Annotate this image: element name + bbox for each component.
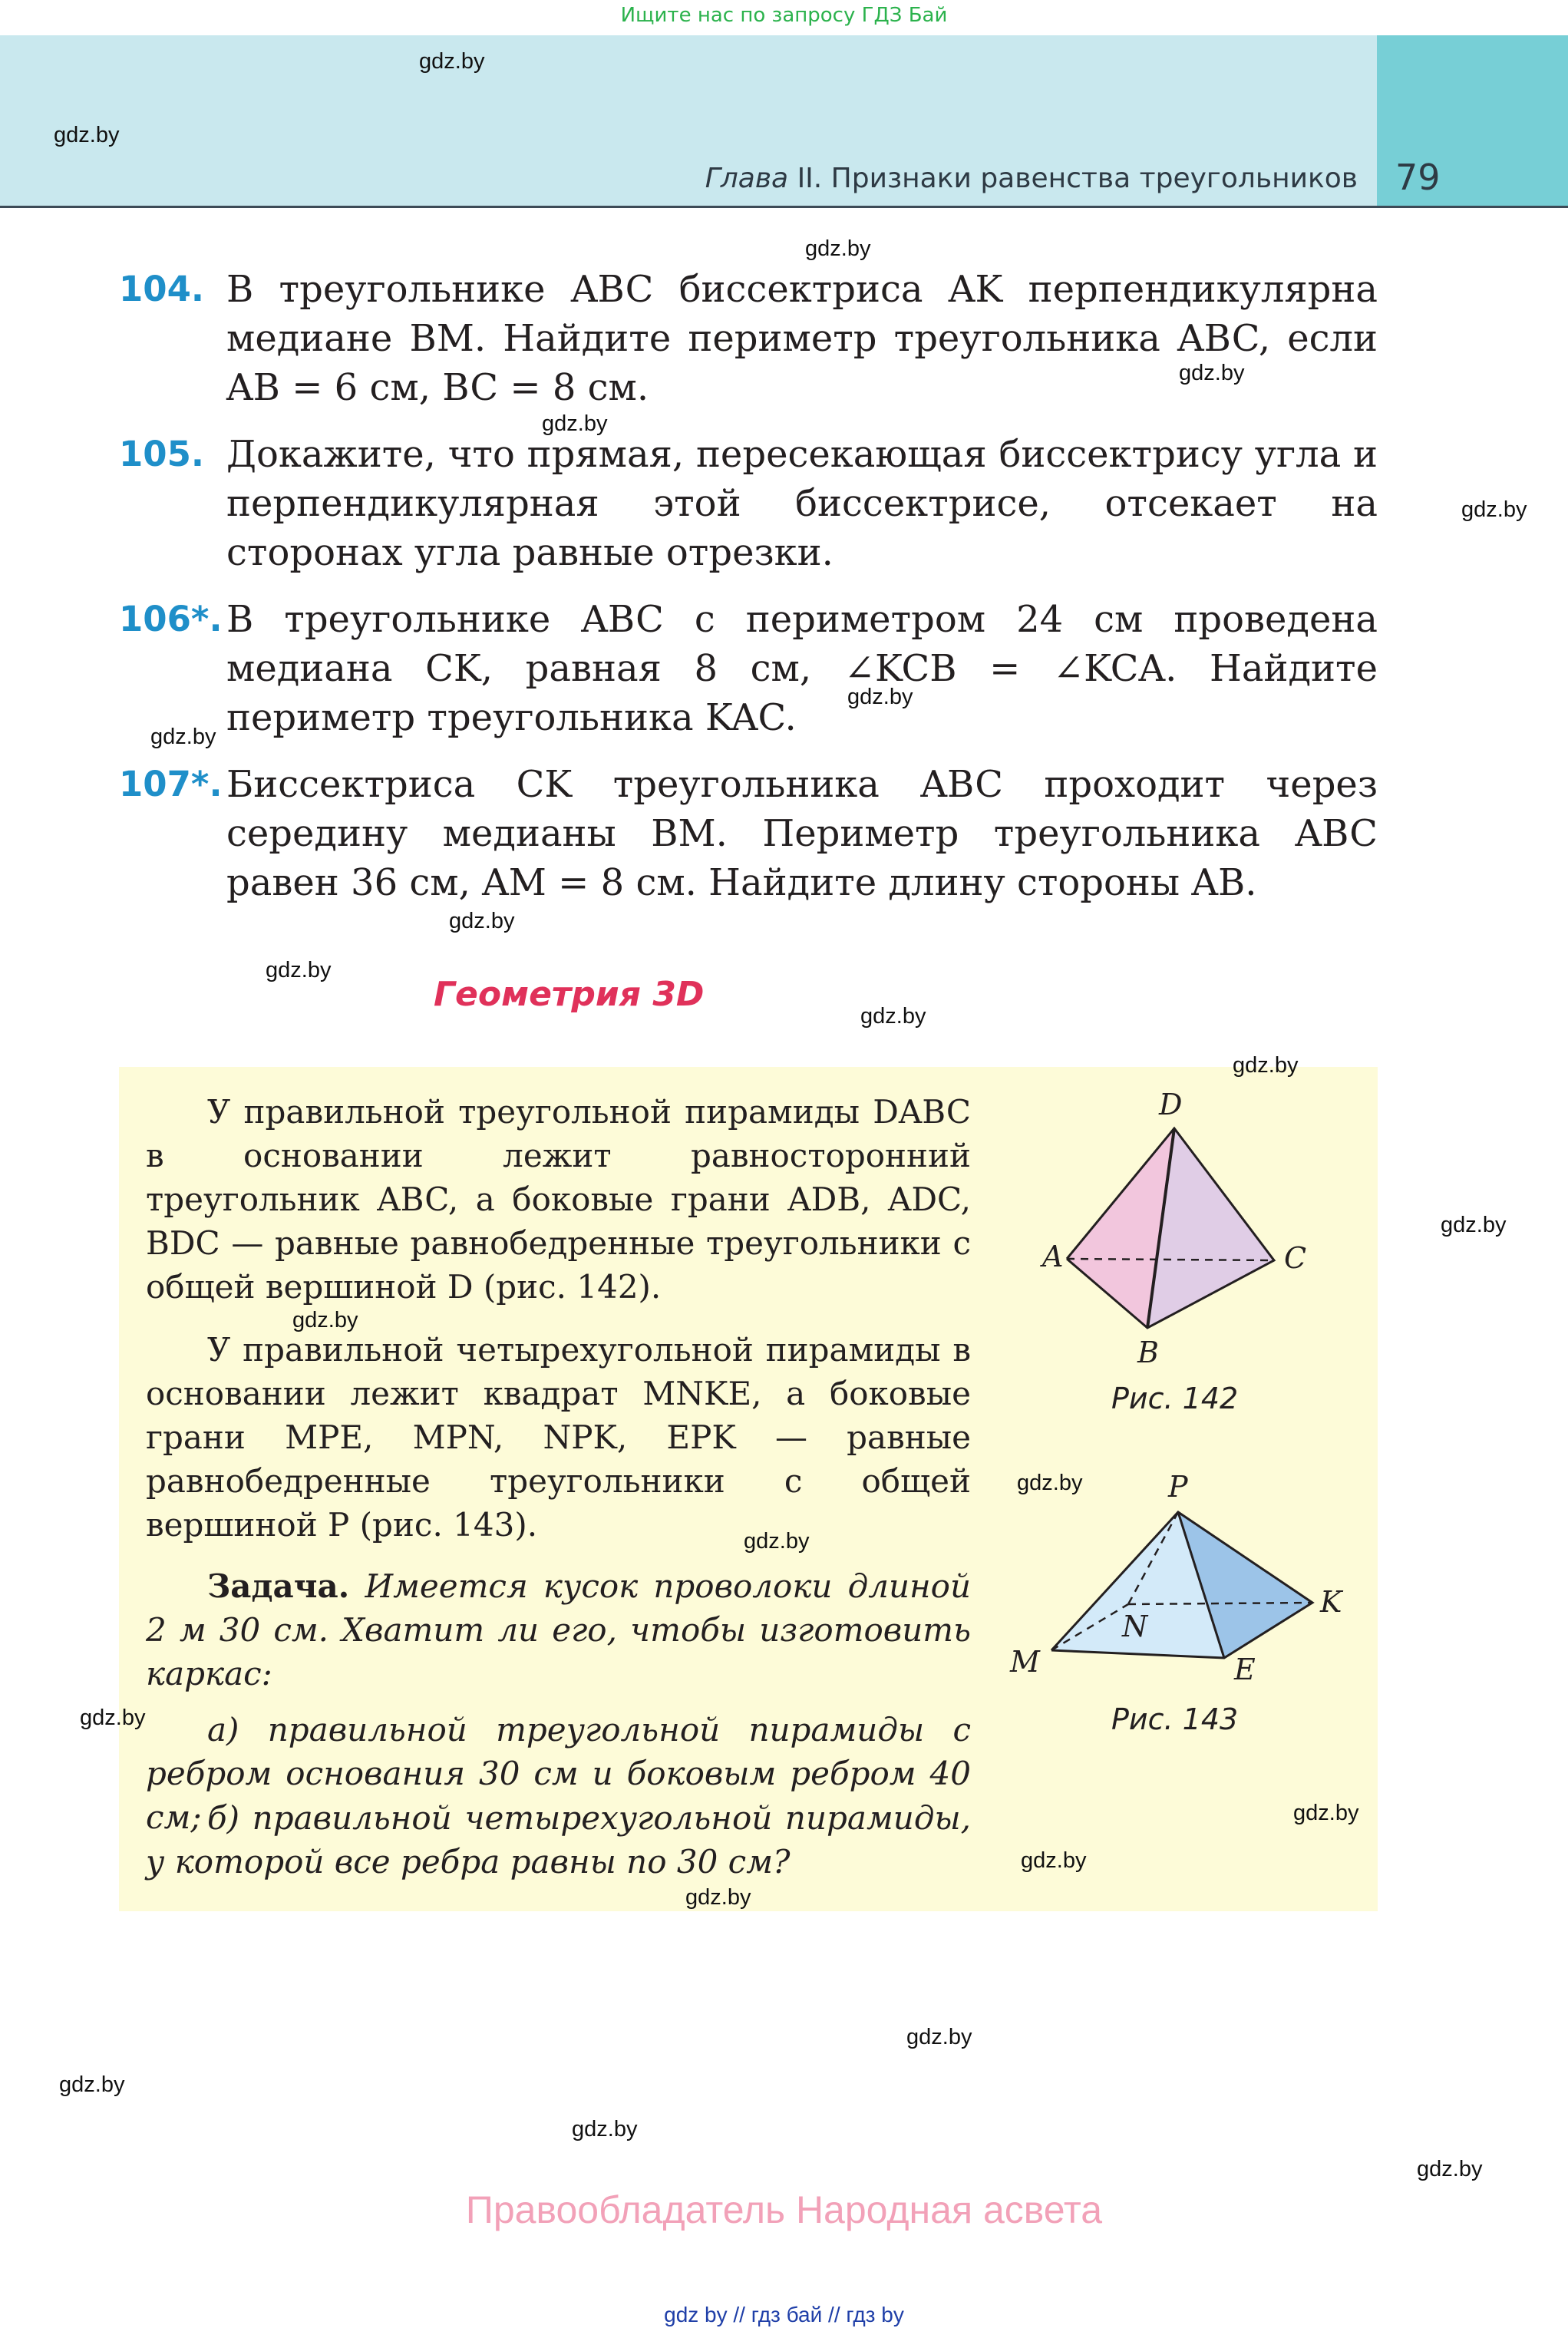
watermark: gdz.by	[150, 725, 216, 749]
watermark: gdz.by	[1233, 1053, 1299, 1078]
caption-143: Рис. 143	[1111, 1702, 1239, 1736]
problem-text: Биссектриса CK треугольника ABC проходит через середину медианы BM. Периметр треугольника ABC равен 36 см, AM = 8 см. Найдите длину стороны AB.	[226, 763, 1378, 904]
box-paragraph-1: У правильной треугольной пирамиды DABC в основании лежит равносторонний треугольник ABC, а боковые грани ADB, ADC, BDC — равные равнобедренные треугольники с общей вершиной D (рис. 142).	[146, 1093, 971, 1306]
label-e: E	[1234, 1653, 1256, 1686]
watermark: gdz.by	[572, 2117, 638, 2142]
watermark: gdz.by	[685, 1885, 751, 1910]
watermark: gdz.by	[542, 411, 608, 436]
watermark: gdz.by	[847, 685, 913, 709]
box-paragraph-2: У правильной четырехугольной пирамиды в основании лежит квадрат MNKE, а боковые грани MPE, MPN, NPK, EPK — равные равнобедренные треугольники с общей вершиной P (рис. 143).	[146, 1331, 971, 1544]
caption-142: Рис. 142	[1111, 1382, 1239, 1415]
problem-106	[119, 595, 1378, 742]
problem-number: 105.	[119, 434, 205, 474]
watermark: gdz.by	[805, 236, 871, 261]
watermark: gdz.by	[744, 1529, 810, 1554]
watermark: gdz.by	[80, 1706, 146, 1730]
problem-104	[119, 265, 1378, 412]
watermark: gdz.by	[860, 1004, 926, 1029]
header-divider	[0, 206, 1568, 208]
watermark: gdz.by	[266, 958, 332, 982]
task-b-text: б) правильной четырехугольной пирамиды, у которой все ребра равны по 30 см?	[146, 1799, 971, 1881]
label-b: B	[1137, 1336, 1159, 1369]
problem-number: 107*.	[119, 764, 223, 804]
top-note: Ищите нас по запросу ГДЗ Бай	[620, 4, 948, 27]
watermark: gdz.by	[1021, 1848, 1087, 1873]
chapter-title	[705, 163, 1358, 194]
page-number: 79	[1395, 157, 1441, 198]
watermark: gdz.by	[59, 2072, 125, 2097]
watermark: gdz.by	[54, 123, 120, 147]
task-label: Задача.	[207, 1567, 350, 1605]
label-m: M	[1010, 1645, 1040, 1679]
problem-number: 104.	[119, 269, 205, 309]
watermark: gdz.by	[419, 49, 485, 74]
problem-text: Докажите, что прямая, пересекающая биссектрису угла и перпендикулярная этой биссектрисе, отсекает на сторонах угла равные отрезки.	[226, 433, 1378, 574]
section-title: Геометрия 3D	[434, 975, 705, 1014]
watermark: gdz.by	[1179, 361, 1245, 385]
footer-links[interactable]: gdz by // гдз бай // гдз by	[664, 2303, 904, 2326]
task-a-text: а) правильной треугольной пирамиды с ребром основания 30 см и боковым ребром 40 см;	[146, 1711, 971, 1836]
chapter-prefix: Глава	[705, 163, 789, 194]
watermark: gdz.by	[1017, 1471, 1083, 1495]
label-k: K	[1320, 1585, 1342, 1619]
watermark: gdz.by	[292, 1308, 358, 1332]
task-text: Имеется кусок проволоки длиной 2 м 30 см. Хватит ли его, чтобы изготовить каркас:	[146, 1567, 971, 1692]
watermark: gdz.by	[906, 2025, 972, 2049]
box-task-b	[146, 1796, 971, 1884]
figure-142	[1021, 1075, 1366, 1382]
problem-text: В треугольнике ABC биссектриса AK перпендикулярна медиане BM. Найдите периметр треугольника ABC, если AB = 6 см, BC = 8 см.	[226, 268, 1378, 409]
problem-text: В треугольнике ABC с периметром 24 см проведена медиана CK, равная 8 см, ∠KCB = ∠KCA. Найдите периметр треугольника KAC.	[226, 598, 1378, 739]
problem-107	[119, 760, 1378, 907]
watermark: gdz.by	[1293, 1801, 1359, 1825]
watermark: gdz.by	[1461, 497, 1527, 522]
box-task	[146, 1564, 971, 1696]
problem-number: 106*.	[119, 599, 223, 639]
label-p: P	[1168, 1470, 1188, 1504]
copyright-owner: Правообладатель Народная асвета	[465, 2188, 1103, 2231]
problem-105	[119, 430, 1378, 577]
label-n: N	[1122, 1610, 1148, 1643]
label-c: C	[1284, 1241, 1307, 1275]
label-d: D	[1159, 1088, 1183, 1121]
chapter-rest: II. Признаки равенства треугольников	[797, 163, 1358, 194]
watermark: gdz.by	[449, 909, 515, 933]
watermark: gdz.by	[1417, 2157, 1483, 2181]
label-a: A	[1042, 1240, 1064, 1273]
watermark: gdz.by	[1441, 1213, 1507, 1237]
